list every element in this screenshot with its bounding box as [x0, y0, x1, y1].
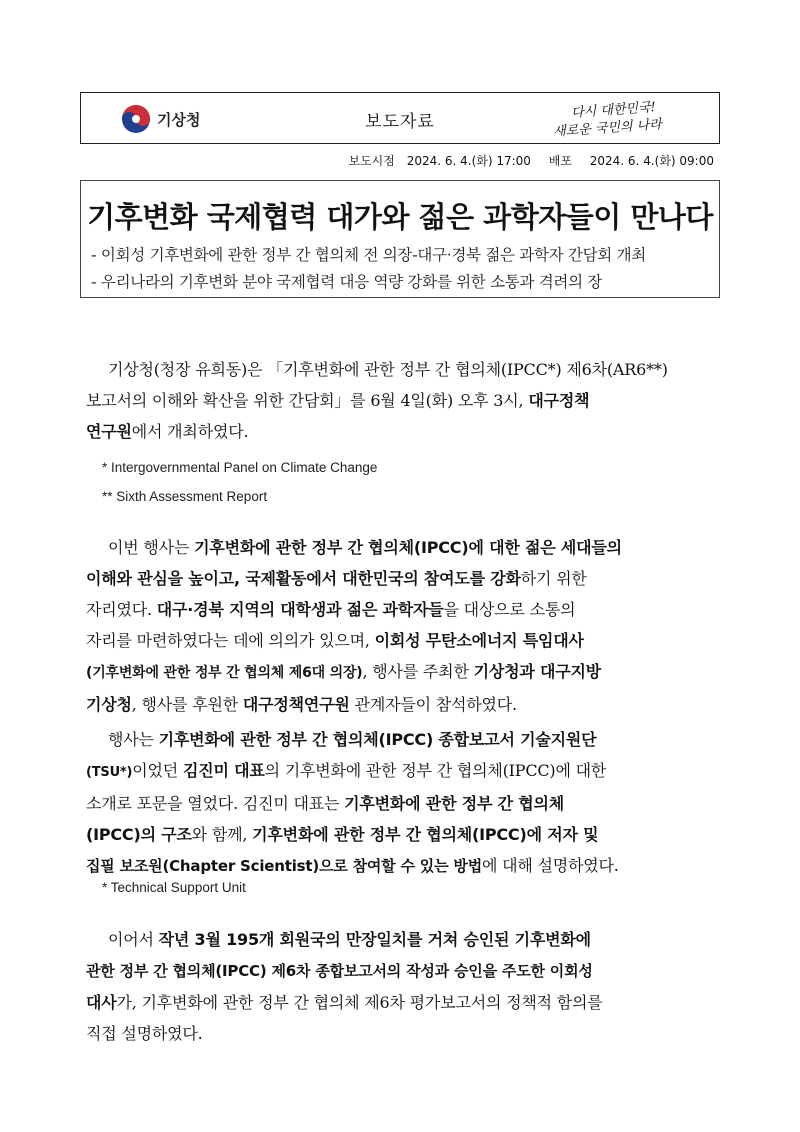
- p2-line-6-bold-2: 대구정책연구원: [242, 695, 350, 714]
- p3-line-5-text: 에 대해 설명하였다.: [481, 856, 619, 875]
- p3-line-3-bold: 기후변화에 관한 정부 간 협의체: [344, 794, 564, 813]
- p2-line-3-bold: 대구·경북 지역의 대학생과 젊은 과학자들: [156, 600, 444, 619]
- p3-line-2: [86, 755, 726, 788]
- headline-subtitle-2: - 우리나라의 기후변화 분야 국제협력 대응 역량 강화를 위한 소통과 격려의 장: [91, 273, 603, 291]
- p3-line-2-text: 이었던: [132, 761, 183, 780]
- p3-line-2-tail: 의 기후변화에 관한 정부 간 협의체(IPCC)에 대한: [264, 761, 607, 780]
- p3-line-4: [86, 819, 726, 850]
- p2-line-6: [86, 689, 726, 720]
- agency-name: 기상청: [157, 110, 201, 129]
- p4-line-1-text: 이어서: [108, 930, 159, 949]
- p3-line-1: [86, 724, 726, 755]
- p1-line-3-bold: 연구원: [86, 422, 132, 441]
- p2-line-3-text: 자리였다.: [86, 600, 157, 619]
- headline-subtitle-1: - 이회성 기후변화에 관한 정부 간 협의체 전 의장-대구·경북 젊은 과학자 간담회 개최: [91, 246, 646, 264]
- p2-line-6-tail: 관계자들이 참석하였다.: [349, 695, 517, 714]
- embargo-label: 보도시점: [348, 154, 395, 168]
- p3-line-4-bold: (IPCC)의 구조: [86, 825, 192, 844]
- distribution-value: 2024. 6. 4.(화) 09:00: [589, 154, 714, 168]
- p1-line-2-bold: 대구정책: [528, 391, 590, 410]
- p2-line-1-text: 이번 행사는: [108, 538, 195, 557]
- p2-line-4-bold: 이회성 무탄소에너지 특임대사: [374, 631, 584, 650]
- p3-line-3-text: 소개로 포문을 열었다. 김진미 대표는: [86, 794, 345, 813]
- p1-line-2-text: 보고서의 이해와 확산을 위한 간담회」를 6월 4일(화) 오후 3시,: [86, 391, 529, 410]
- p2-line-4: [86, 625, 726, 656]
- p3-line-2-bold: (TSU*): [86, 765, 133, 780]
- paragraph-4: [86, 924, 726, 1049]
- government-slogan: [543, 97, 693, 141]
- headline-box: [80, 180, 720, 298]
- p4-line-2-bold: 관한 정부 간 협의체(IPCC) 제6차 종합보고서의 작성과 승인을 주도한 이회성: [86, 962, 593, 980]
- p1-line-1: 기상청(청장 유희동)은 「기후변화에 관한 정부 간 협의체(IPCC*) 제6차(AR6**): [108, 360, 668, 379]
- document-type-label: 보도자료: [365, 112, 435, 132]
- p3-line-2-bold-2: 김진미 대표: [182, 761, 265, 780]
- press-header: [80, 92, 720, 144]
- p1-line-2: [86, 385, 726, 416]
- p4-line-3: [86, 987, 726, 1018]
- p4-line-1-bold: 작년 3월 195개 회원국의 만장일치를 거쳐 승인된 기후변화에: [158, 930, 591, 949]
- release-info: [340, 152, 714, 169]
- p2-line-2: [86, 563, 726, 594]
- headline-title: 기후변화 국제협력 대가와 젊은 과학자들이 만나다: [87, 200, 713, 234]
- footnote-tsu: * Technical Support Unit: [102, 880, 246, 895]
- p3-line-1-text: 행사는: [108, 730, 159, 749]
- p4-line-3-text: 가, 기후변화에 관한 정부 간 협의체 제6차 평가보고서의 정책적 함의를: [116, 993, 603, 1012]
- p3-line-5-bold: 집필 보조원(Chapter Scientist)으로 참여할 수 있는 방법: [86, 857, 482, 875]
- slogan-line-1: 다시 대한민국!: [570, 100, 657, 121]
- p2-line-1-bold: 기후변화에 관한 정부 간 협의체(IPCC)에 대한 젊은 세대들의: [194, 538, 622, 557]
- p1-line-3-text: 에서 개최하였다.: [131, 422, 249, 441]
- p2-line-2-bold: 이해와 관심을 높이고, 국제활동에서 대한민국의 참여도를 강화: [86, 569, 521, 588]
- p2-line-6-text: , 행사를 후원한: [131, 695, 243, 714]
- p4-line-3-bold: 대사: [86, 993, 117, 1012]
- p2-line-1: [86, 532, 726, 563]
- paragraph-3: [86, 724, 726, 882]
- p2-line-4-text: 자리를 마련하였다는 데에 의의가 있으며,: [86, 631, 375, 650]
- p2-line-5: [86, 656, 726, 689]
- p1-line-3: [86, 416, 726, 447]
- p2-line-3-tail: 을 대상으로 소통의: [443, 600, 576, 619]
- p3-line-5: [86, 850, 726, 882]
- footnote-ipcc: * Intergovernmental Panel on Climate Change: [102, 460, 378, 475]
- p2-line-5-bold-tail: 기상청과 대구지방: [473, 662, 602, 681]
- p2-line-5-text: , 행사를 주최한: [362, 662, 474, 681]
- p2-line-6-bold: 기상청: [86, 695, 132, 714]
- paragraph-2: [86, 532, 726, 720]
- distribution-label: 배포: [548, 154, 572, 168]
- p2-line-5-bold: (기후변화에 관한 정부 간 협의체 제6대 의장): [86, 665, 363, 681]
- p2-line-3: [86, 594, 726, 625]
- p3-line-4-text: 와 함께,: [191, 825, 253, 844]
- p3-line-1-bold: 기후변화에 관한 정부 간 협의체(IPCC) 종합보고서 기술지원단: [158, 730, 597, 749]
- p4-line-2: [86, 955, 726, 987]
- p4-line-4: 직접 설명하였다.: [86, 1024, 203, 1043]
- slogan-line-2: 새로운 국민의 나라: [552, 117, 663, 140]
- p3-line-3: [86, 788, 726, 819]
- p3-line-4-bold-2: 기후변화에 관한 정부 간 협의체(IPCC)에 저자 및: [252, 825, 599, 844]
- paragraph-1: [86, 354, 726, 447]
- embargo-value: 2024. 6. 4.(화) 17:00: [406, 154, 531, 168]
- footnote-ar6: ** Sixth Assessment Report: [102, 489, 268, 504]
- p4-line-1: [86, 924, 726, 955]
- p2-line-2-text: 하기 위한: [520, 569, 587, 588]
